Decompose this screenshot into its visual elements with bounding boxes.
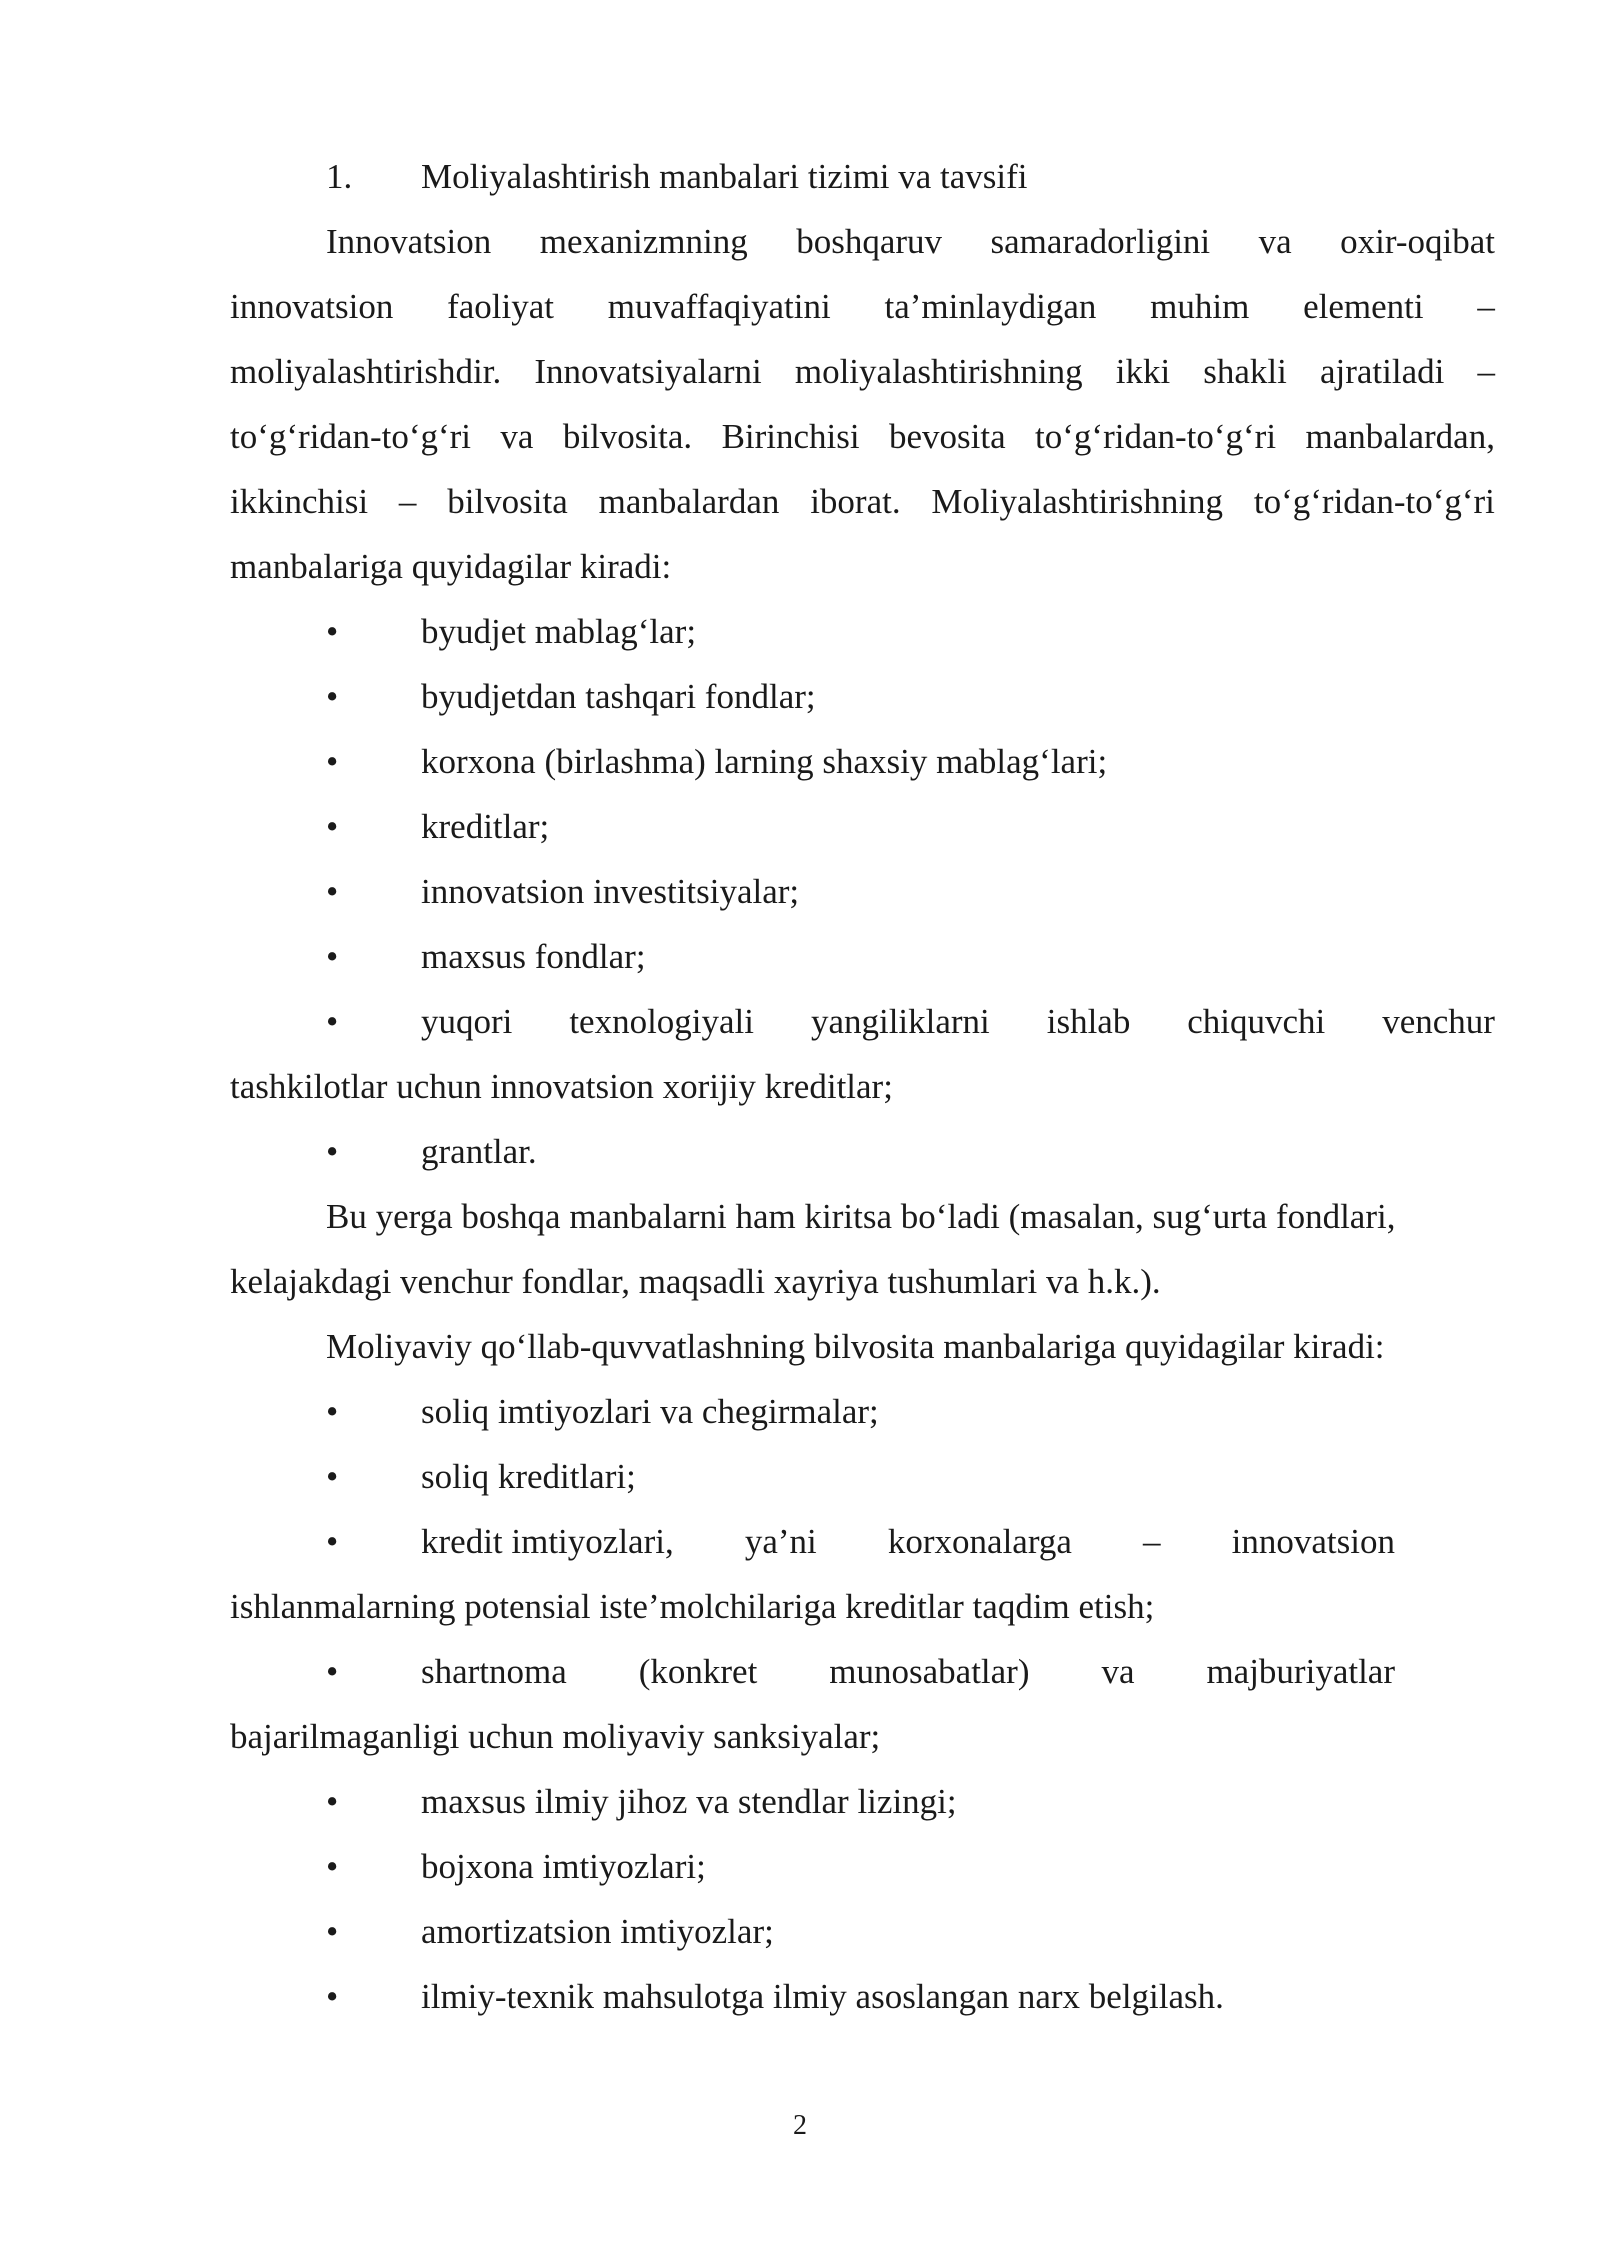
word: va — [1101, 1652, 1135, 1691]
list-item — [230, 1119, 1495, 1184]
word: Moliyalashtirishning — [931, 482, 1224, 521]
list-item-text — [421, 1509, 1395, 1574]
paragraph-line — [230, 404, 1495, 469]
word: – — [1143, 1522, 1161, 1561]
word: oxir-oqibat — [1340, 222, 1495, 261]
bullet-icon: • — [326, 1522, 339, 1561]
word: chiquvchi — [1187, 1002, 1326, 1041]
list-item — [230, 1834, 1495, 1899]
word: muvaffaqiyatini — [607, 287, 831, 326]
word: ajratiladi — [1319, 352, 1445, 391]
list-item-text: innovatsion investitsiyalar; — [421, 872, 800, 911]
word: bevosita — [889, 417, 1006, 456]
list-item — [230, 1964, 1495, 2029]
list-item-text — [421, 1639, 1395, 1704]
word: korxonalarga — [887, 1522, 1072, 1561]
page-number: 2 — [793, 2110, 807, 2141]
word: va — [500, 417, 534, 456]
word: shartnoma — [421, 1652, 567, 1691]
list-item-text — [421, 989, 1495, 1054]
list-item-text: soliq kreditlari; — [421, 1457, 636, 1496]
bullet-icon: • — [326, 1782, 339, 1821]
list-item-text: bojxona imtiyozlari; — [421, 1847, 706, 1886]
word: manbalardan, — [1305, 417, 1495, 456]
word: Innovatsion — [326, 222, 492, 261]
bullet-icon: • — [326, 1912, 339, 1951]
word: elementi — [1303, 287, 1424, 326]
paragraph-line: Moliyaviy qo‘llab-quvvatlashning bilvosita manbalariga quyidagilar kiradi: — [326, 1327, 1385, 1366]
bullet-icon: • — [326, 1977, 339, 2016]
list-item-text: maxsus fondlar; — [421, 937, 646, 976]
paragraph-line — [230, 339, 1495, 404]
word: ta’minlaydigan — [884, 287, 1097, 326]
list-item — [230, 1379, 1495, 1444]
bullet-icon: • — [326, 742, 339, 781]
bullet-icon: • — [326, 1132, 339, 1171]
list-item — [230, 599, 1495, 664]
word: samaradorligini — [990, 222, 1211, 261]
word: ishlab — [1046, 1002, 1131, 1041]
word: shakli — [1203, 352, 1287, 391]
word: venchur — [1382, 1002, 1495, 1041]
list-item — [230, 1899, 1495, 1964]
list-item-continuation: bajarilmaganligi uchun moliyaviy sanksiyalar; — [230, 1717, 881, 1756]
word: faoliyat — [447, 287, 555, 326]
word: bilvosita. — [562, 417, 693, 456]
word: to‘g‘ridan-to‘g‘ri — [230, 417, 472, 456]
heading-title: Moliyalashtirish manbalari tizimi va tavsifi — [421, 157, 1028, 196]
word: – — [1477, 352, 1495, 391]
word: to‘g‘ridan-to‘g‘ri — [1253, 482, 1495, 521]
word: munosabatlar) — [829, 1652, 1030, 1691]
list-item — [230, 1639, 1495, 1704]
list-item-text: korxona (birlashma) larning shaxsiy mablag‘lari; — [421, 742, 1108, 781]
paragraph-line: manbalariga quyidagilar kiradi: — [230, 547, 672, 586]
bullet-icon: • — [326, 612, 339, 651]
bullet-icon: • — [326, 1392, 339, 1431]
word: – — [1477, 287, 1495, 326]
list-item-text: kreditlar; — [421, 807, 550, 846]
word: texnologiyali — [569, 1002, 755, 1041]
word: muhim — [1150, 287, 1250, 326]
list-item — [230, 664, 1495, 729]
word: Birinchisi — [721, 417, 860, 456]
word: va — [1258, 222, 1292, 261]
word: innovatsion — [1231, 1522, 1395, 1561]
list-item-text: grantlar. — [421, 1132, 537, 1171]
word: Innovatsiyalarni — [534, 352, 762, 391]
word: yuqori — [421, 1002, 513, 1041]
bullet-icon: • — [326, 1847, 339, 1886]
heading-number: 1. — [326, 157, 353, 196]
list-item-text: byudjetdan tashqari fondlar; — [421, 677, 816, 716]
list-item-text: soliq imtiyozlari va chegirmalar; — [421, 1392, 879, 1431]
bullet-icon: • — [326, 807, 339, 846]
paragraph-line — [326, 209, 1495, 274]
bullet-icon: • — [326, 937, 339, 976]
word: moliyalashtirishdir. — [230, 352, 502, 391]
word: manbalardan — [598, 482, 780, 521]
word: iborat. — [810, 482, 901, 521]
list-item-text: amortizatsion imtiyozlar; — [421, 1912, 774, 1951]
bullet-icon: • — [326, 872, 339, 911]
word: – — [398, 482, 417, 521]
list-item — [230, 924, 1495, 989]
word: mexanizmning — [539, 222, 748, 261]
list-item — [230, 794, 1495, 859]
word: moliyalashtirishning — [794, 352, 1083, 391]
list-item — [230, 859, 1495, 924]
word: (konkret — [638, 1652, 758, 1691]
word: ikki — [1115, 352, 1171, 391]
list-item-text: byudjet mablag‘lar; — [421, 612, 697, 651]
paragraph-line: Bu yerga boshqa manbalarni ham kiritsa bo‘ladi (masalan, sug‘urta fondlari, — [326, 1197, 1396, 1236]
list-item-continuation: ishlanmalarning potensial iste’molchilariga kreditlar taqdim etish; — [230, 1587, 1155, 1626]
paragraph-line — [230, 274, 1495, 339]
word: to‘g‘ridan-to‘g‘ri — [1035, 417, 1277, 456]
word: bilvosita — [447, 482, 568, 521]
section-heading — [230, 144, 1495, 209]
list-item — [230, 1509, 1495, 1574]
word: yangiliklarni — [810, 1002, 990, 1041]
word: ikkinchisi — [230, 482, 369, 521]
word: ya’ni — [744, 1522, 817, 1561]
list-item — [230, 1444, 1495, 1509]
word: majburiyatlar — [1206, 1652, 1395, 1691]
bullet-icon: • — [326, 1002, 339, 1041]
bullet-icon: • — [326, 677, 339, 716]
list-item — [230, 1769, 1495, 1834]
word: kredit imtiyozlari, — [421, 1522, 674, 1561]
bullet-icon: • — [326, 1652, 339, 1691]
word: boshqaruv — [796, 222, 943, 261]
bullet-icon: • — [326, 1457, 339, 1496]
paragraph-line — [230, 469, 1495, 534]
list-item-continuation: tashkilotlar uchun innovatsion xorijiy kreditlar; — [230, 1067, 893, 1106]
paragraph-line: kelajakdagi venchur fondlar, maqsadli xayriya tushumlari va h.k.). — [230, 1262, 1161, 1301]
word: innovatsion — [230, 287, 394, 326]
list-item — [230, 729, 1495, 794]
list-item — [230, 989, 1495, 1054]
list-item-text: maxsus ilmiy jihoz va stendlar lizingi; — [421, 1782, 957, 1821]
list-item-text: ilmiy-texnik mahsulotga ilmiy asoslangan narx belgilash. — [421, 1977, 1224, 2016]
